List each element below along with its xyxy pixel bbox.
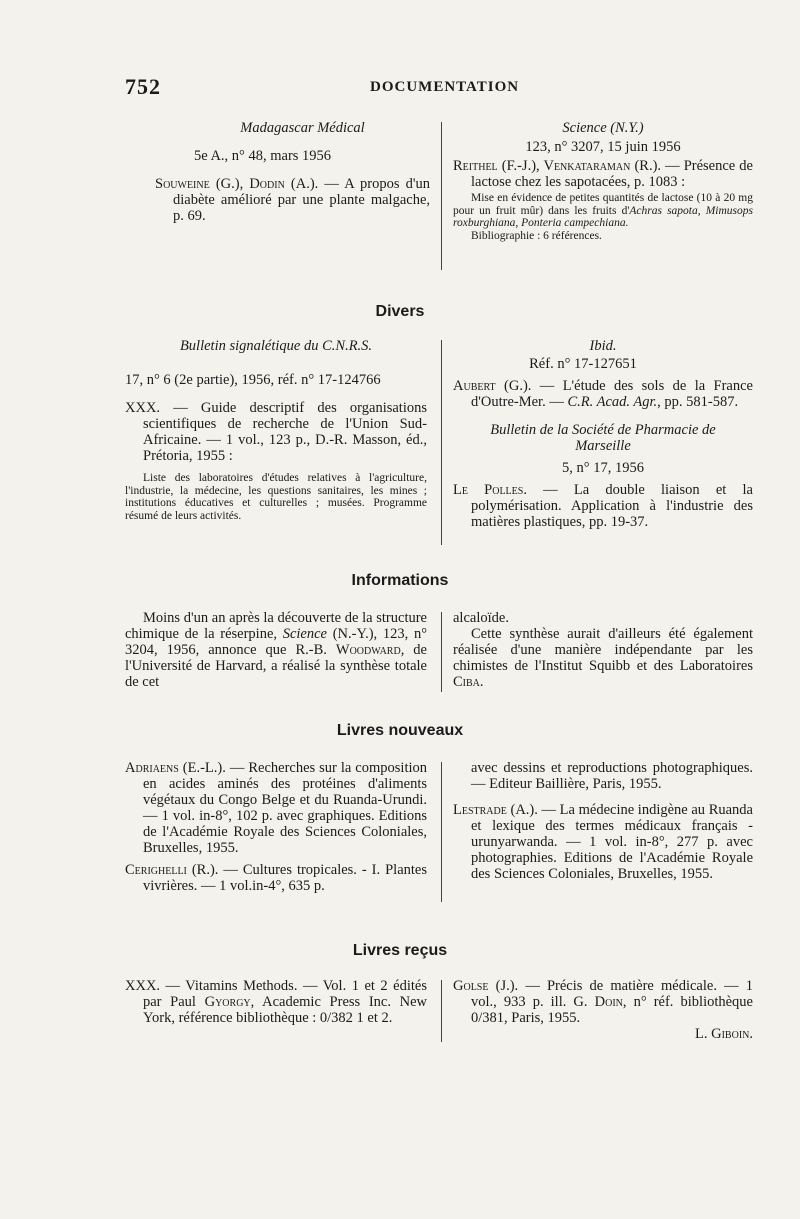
- page-number: 752: [125, 74, 161, 99]
- issue-line: 5e A., n° 48, mars 1956: [193, 148, 332, 164]
- entry: [453, 378, 753, 410]
- livres-nouveaux-right: [453, 760, 753, 882]
- issue-line: 123, n° 3207, 15 juin 1956: [525, 139, 681, 155]
- entry-text: — La médecine indigène au Ruanda et lexique des termes médicaux français - urunyarwanda. — 1 vol. in-8°, 277 p. avec photographies. Editions de l'Académie Royale des Sciences Coloniales, Bruxelles, 1955.: [471, 802, 753, 882]
- entry-text: — Présence de lactose chez les sapotacées, p. 1083 :: [471, 158, 753, 190]
- journal-title: Science (N.Y.): [562, 120, 644, 136]
- section-livres-nouveaux: Livres nouveaux: [336, 722, 464, 739]
- entry-text: — Recherches sur la composition en acides aminés des protéines d'aliments végétaux du Congo Belge et du Ruanda-Urundi. — 1 vol. in-8°, 102 p. avec graphiques. Editions de l'Académie Royale des Sciences Coloniales, Bruxelles, 1955.: [143, 760, 427, 856]
- entry-authors: Reithel (F.-J.), Venkataraman (R.).: [453, 158, 662, 174]
- section-informations: Informations: [351, 572, 449, 589]
- entry-text: — La double liaison et la polymérisation. Application à l'industrie des matières plastiques, pp. 19-37.: [471, 482, 753, 530]
- entry-text: , n° réf. bibliothèque 0/381, Paris, 1955.: [471, 994, 753, 1026]
- signature: L. Giboin.: [695, 1026, 753, 1042]
- entry-pages: , pp. 581-587.: [657, 394, 739, 410]
- journal-title: Bulletin de la Société de Pharmacie de Marseille: [490, 422, 716, 454]
- publisher-name: Doin: [594, 994, 623, 1010]
- entry: [125, 862, 427, 894]
- abstract-species: Achras sapota, Mimusops roxburghiana, Ponteria campechiana.: [453, 204, 753, 229]
- entry: [125, 760, 427, 856]
- text: .: [479, 674, 484, 690]
- block1-left: [155, 120, 430, 224]
- journal-title: Bulletin signalétique du C.N.R.S.: [179, 338, 373, 354]
- abstract: [453, 192, 753, 230]
- running-title: DOCUMENTATION: [370, 79, 520, 95]
- ibid: Ibid.: [589, 338, 617, 354]
- entry: [453, 802, 753, 882]
- entry-authors: Le Polles.: [453, 482, 527, 498]
- divers-left: [125, 338, 427, 522]
- livres-recus-left: [125, 978, 427, 1026]
- journal-title: Madagascar Médical: [240, 120, 365, 136]
- journal: Science: [282, 626, 327, 642]
- paragraph: [453, 626, 753, 690]
- ref-line: Réf. n° 17-127651: [529, 356, 637, 372]
- livres-recus-right: [453, 978, 753, 1042]
- block1-right: [453, 120, 753, 242]
- entry-authors: Aubert (G.).: [453, 378, 532, 394]
- text: , de l'Université de Harvard, a réalisé la synthèse totale de cet: [125, 642, 427, 690]
- entry-text: — Précis de matière médicale. — 1 vol., 933 p. ill. G.: [471, 978, 753, 1010]
- abstract-text: Mise en évidence de petites quantités de lactose (10 à 20 mg pour un fruit mûr) dans les fruits d': [453, 192, 753, 217]
- entry: [453, 978, 753, 1026]
- entry-authors: Golse (J.).: [453, 978, 519, 994]
- entry-authors: Souweine (G.), Dodin (A.).: [155, 176, 319, 192]
- entry-journal: C.R. Acad. Agr.: [567, 394, 658, 410]
- entry-authors: Adriaens (E.-L.).: [125, 760, 226, 776]
- entry-text: — A propos d'un diabète amélioré par une plante malgache, p. 69.: [173, 176, 430, 224]
- entry-text: XXX. — Vitamins Methods. — Vol. 1 et 2 édités par Paul: [125, 978, 427, 1010]
- column-divider: [441, 980, 442, 1042]
- informations-left: [125, 610, 427, 690]
- column-divider: [441, 612, 442, 692]
- entry: [453, 482, 753, 530]
- entry: [125, 978, 427, 1026]
- text: (N.-Y.), 123, n° 3204, 1956, annonce que R.-B.: [125, 626, 427, 658]
- entry-continued: avec dessins et reproductions photographiques. — Editeur Baillière, Paris, 1955.: [471, 760, 753, 792]
- entry-authors: Cerighelli (R.).: [125, 862, 219, 878]
- column-divider: [441, 122, 442, 270]
- issue-line: 17, n° 6 (2e partie), 1956, réf. n° 17-124766: [125, 372, 381, 388]
- entry-text: — Cultures tropicales. - I. Plantes vivrières. — 1 vol.in-4°, 635 p.: [143, 862, 427, 894]
- entry: [155, 176, 430, 224]
- text: Cette synthèse aurait d'ailleurs été également réalisée d'une manière indépendante par les chimistes de l'Institut Squibb et des Laboratoires: [453, 626, 753, 674]
- person-name: Gyorgy: [204, 994, 251, 1010]
- livres-nouveaux-left: [125, 760, 427, 894]
- paragraph: [125, 610, 427, 690]
- text: Moins d'un an après la découverte de la structure chimique de la réserpine,: [125, 610, 427, 642]
- org-name: Ciba: [453, 674, 480, 690]
- person-name: Woodward: [335, 642, 401, 658]
- section-livres-recus: Livres reçus: [352, 942, 448, 959]
- column-divider: [441, 762, 442, 902]
- entry-authors: Lestrade (A.).: [453, 802, 538, 818]
- bibliography: Bibliographie : 6 références.: [471, 229, 602, 242]
- informations-right: [453, 610, 753, 690]
- issue-line: 5, n° 17, 1956: [562, 460, 644, 476]
- entry-text: , Academic Press Inc. New York, référence bibliothèque : 0/382 1 et 2.: [143, 994, 427, 1026]
- divers-right: [453, 338, 753, 530]
- entry: [453, 158, 753, 190]
- entry: XXX. — Guide descriptif des organisations scientifiques de recherche de l'Union Sud-Africaine. — 1 vol., 123 p., D.-R. Masson, éd., Prétoria, 1955 :: [125, 400, 427, 464]
- abstract: Liste des laboratoires d'études relatives à l'agriculture, l'industrie, la médecine, les questions sanitaires, les mines ; institutions éducatives et culturelles ; musées. Programme résumé de leurs activités.: [125, 472, 427, 522]
- section-divers: Divers: [375, 303, 425, 320]
- entry-text: — L'étude des sols de la France d'Outre-Mer. —: [471, 378, 753, 410]
- paragraph: alcaloïde.: [453, 610, 509, 626]
